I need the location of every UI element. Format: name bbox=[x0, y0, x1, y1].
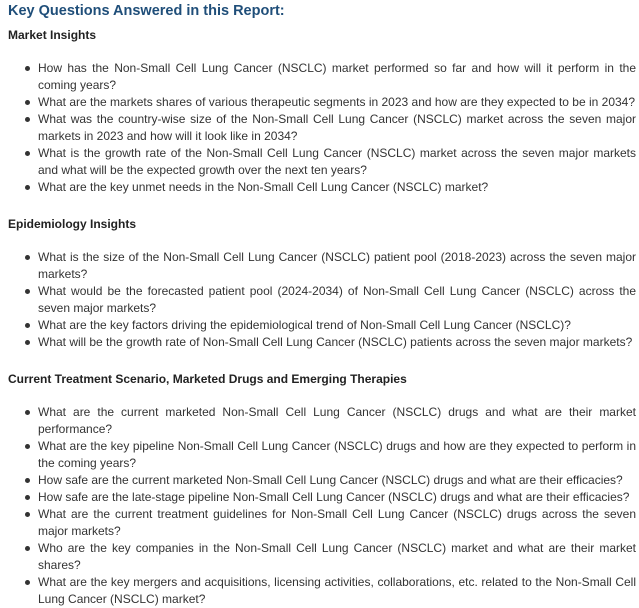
list-item: What are the key unmet needs in the Non-Small Cell Lung Cancer (NSCLC) market? bbox=[38, 179, 636, 196]
bullet-icon bbox=[25, 546, 30, 551]
list-item: Who are the key companies in the Non-Small Cell Lung Cancer (NSCLC) market and what are their market shares? bbox=[38, 540, 636, 574]
list-item: What are the markets shares of various therapeutic segments in 2023 and how are they expected to be in 2034? bbox=[38, 94, 636, 111]
list-item: What are the key mergers and acquisitions, licensing activities, collaborations, etc. related to the Non-Small Cell Lung Cancer (NSCLC) market? bbox=[38, 574, 636, 608]
market-insights-list bbox=[8, 60, 636, 196]
bullet-icon bbox=[25, 117, 30, 122]
bullet-icon bbox=[25, 100, 30, 105]
page-title: Key Questions Answered in this Report: bbox=[8, 3, 285, 19]
treatment-scenario-list bbox=[8, 404, 636, 608]
list-item: What is the growth rate of the Non-Small Cell Lung Cancer (NSCLC) market across the seven major markets and what will be the expected growth over the next ten years? bbox=[38, 145, 636, 179]
bullet-icon bbox=[25, 495, 30, 500]
list-item: How safe are the current marketed Non-Small Cell Lung Cancer (NSCLC) drugs and what are their efficacies? bbox=[38, 472, 636, 489]
bullet-icon bbox=[25, 340, 30, 345]
bullet-icon bbox=[25, 478, 30, 483]
list-item: What is the size of the Non-Small Cell Lung Cancer (NSCLC) patient pool (2018-2023) across the seven major markets? bbox=[38, 249, 636, 283]
bullet-icon bbox=[25, 66, 30, 71]
list-item: How safe are the late-stage pipeline Non-Small Cell Lung Cancer (NSCLC) drugs and what are their efficacies? bbox=[38, 489, 636, 506]
list-item: What will be the growth rate of Non-Small Cell Lung Cancer (NSCLC) patients across the seven major markets? bbox=[38, 334, 636, 351]
bullet-icon bbox=[25, 444, 30, 449]
section-title-treatment-scenario: Current Treatment Scenario, Marketed Drugs and Emerging Therapies bbox=[8, 372, 407, 386]
bullet-icon bbox=[25, 323, 30, 328]
bullet-icon bbox=[25, 512, 30, 517]
list-item: How has the Non-Small Cell Lung Cancer (NSCLC) market performed so far and how will it perform in the coming years? bbox=[38, 60, 636, 94]
section-title-market-insights: Market Insights bbox=[8, 28, 97, 42]
bullet-icon bbox=[25, 151, 30, 156]
list-item: What are the key pipeline Non-Small Cell Lung Cancer (NSCLC) drugs and how are they expected to perform in the coming years? bbox=[38, 438, 636, 472]
bullet-icon bbox=[25, 185, 30, 190]
bullet-icon bbox=[25, 289, 30, 294]
bullet-icon bbox=[25, 255, 30, 260]
list-item: What would be the forecasted patient pool (2024-2034) of Non-Small Cell Lung Cancer (NSCLC) across the seven major markets? bbox=[38, 283, 636, 317]
bullet-icon bbox=[25, 410, 30, 415]
section-title-epidemiology-insights: Epidemiology Insights bbox=[8, 217, 137, 231]
list-item: What are the key factors driving the epidemiological trend of Non-Small Cell Lung Cancer (NSCLC)? bbox=[38, 317, 636, 334]
list-item: What was the country-wise size of the Non-Small Cell Lung Cancer (NSCLC) market across the seven major markets in 2023 and how will it look like in 2034? bbox=[38, 111, 636, 145]
bullet-icon bbox=[25, 580, 30, 585]
list-item: What are the current marketed Non-Small Cell Lung Cancer (NSCLC) drugs and what are their market performance? bbox=[38, 404, 636, 438]
epidemiology-insights-list bbox=[8, 249, 636, 351]
list-item: What are the current treatment guidelines for Non-Small Cell Lung Cancer (NSCLC) drugs across the seven major markets? bbox=[38, 506, 636, 540]
